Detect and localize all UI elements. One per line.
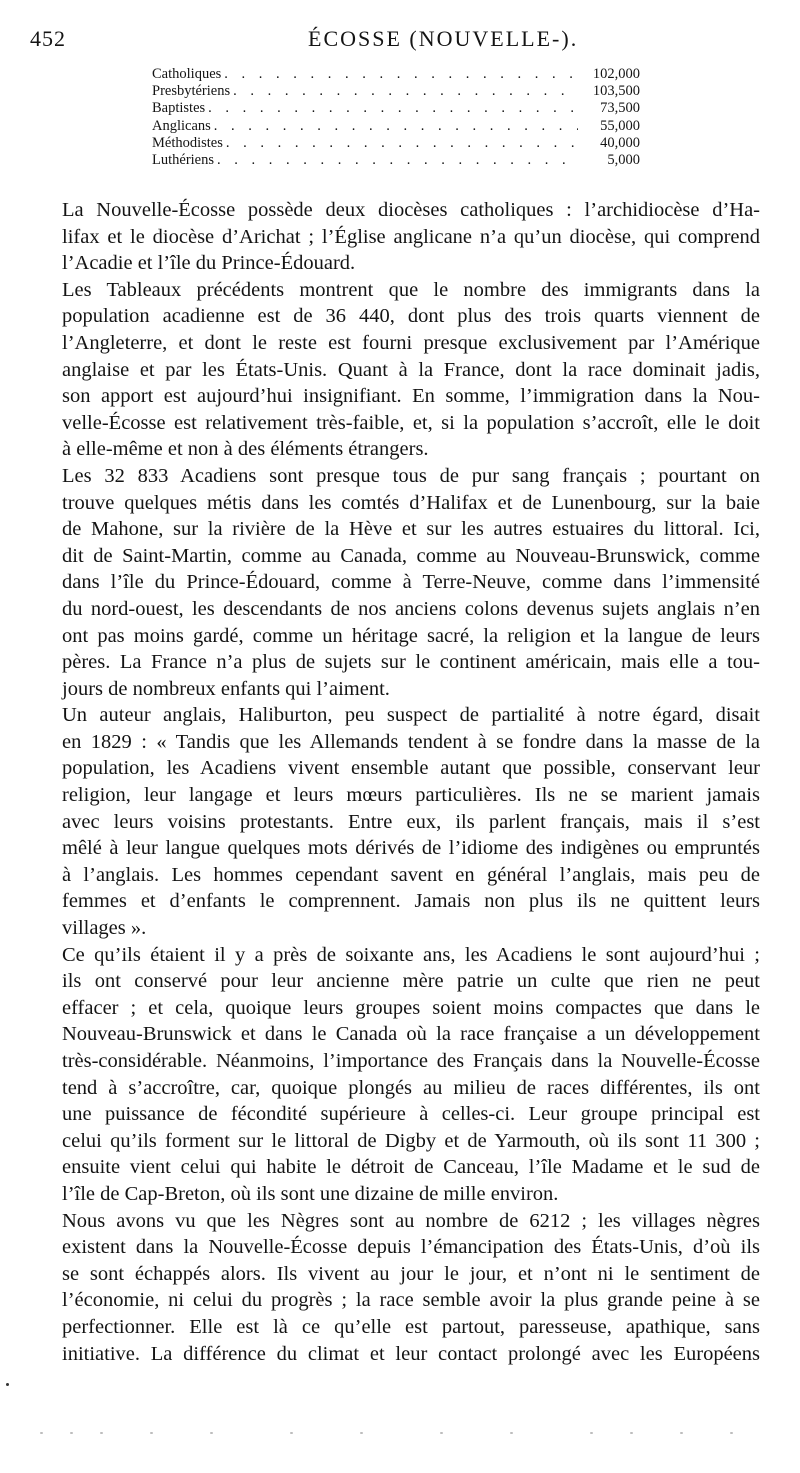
running-title: ÉCOSSE (NOUVELLE-). (308, 26, 579, 51)
denomination-name: Catholiques (152, 66, 222, 82)
speck (360, 1432, 363, 1434)
dot-leader (214, 118, 578, 135)
denomination-count: 103,500 (592, 83, 640, 100)
text-line: initiative. La différence du climat et leur contact prolongé avec les Européens (62, 1342, 760, 1365)
paragraph (62, 463, 760, 702)
table-row (152, 100, 640, 117)
text-line: villages ». (62, 917, 147, 940)
text-line: dans l’île du Prince-Édouard, comme à Terre-Neuve, comme dans l’immensité (62, 571, 760, 594)
text-line: l’Acadie et l’île du Prince-Édouard. (62, 252, 356, 275)
bleed-through-marks (30, 1432, 770, 1442)
text-line: mêlé à leur langue quelques mots dérivés de l’idiome des indigènes ou empruntés (62, 837, 760, 860)
dot-leader (233, 83, 578, 100)
text-line: religion, leur langage et leurs mœurs particulières. Ils ne se marient jamais (62, 784, 760, 807)
text-line: celui qu’ils forment sur le littoral de Digby et de Yarmouth, où ils sont 11 300 ; (62, 1129, 760, 1152)
text-line: anglaise et par les États-Unis. Quant à la France, dont la race dominait jadis, (62, 358, 760, 381)
paragraph (62, 197, 760, 277)
text-line: Ce qu’ils étaient il y a près de soixante ans, les Acadiens le sont aujourd’hui ; (62, 943, 760, 966)
margin-mark (6, 1383, 9, 1386)
text-line: trouve quelques métis dans les comtés d’Halifax et de Lunenbourg, sur la baie (62, 491, 760, 514)
text-line: velle-Écosse est relativement très-faible, et, si la population s’accroît, elle le doit (62, 411, 760, 434)
text-line: l’île de Cap-Breton, où ils sont une dizaine de mille environ. (62, 1182, 559, 1205)
text-line: ont pas moins gardé, comme un héritage sacré, la religion et la langue de leurs (62, 624, 760, 647)
denomination-count: 40,000 (600, 134, 640, 151)
speck (290, 1432, 293, 1434)
text-line: pères. La France n’a plus de sujets sur le continent américain, mais elle a tou- (62, 651, 760, 674)
speck (70, 1432, 73, 1434)
table-row (152, 152, 640, 169)
speck (630, 1432, 633, 1434)
dot-leader (208, 100, 578, 117)
speck (510, 1432, 513, 1434)
paragraph (62, 277, 760, 463)
dot-leader (224, 66, 578, 83)
page-header (30, 26, 760, 56)
denomination-count: 55,000 (600, 117, 640, 134)
text-line: à l’anglais. Les hommes cependant savent en général l’anglais, mais peu de (62, 863, 760, 886)
table-row (152, 118, 640, 135)
denomination-name: Luthériens (152, 151, 215, 168)
speck (680, 1432, 683, 1434)
text-line: perfectionner. Elle est là ce qu’elle est partout, paresseuse, apathique, sans (62, 1315, 760, 1338)
text-line: Nous avons vu que les Nègres sont au nombre de 6212 ; les villages nègres (62, 1209, 760, 1232)
text-line: lifax et le diocèse d’Arichat ; l’Église anglicane n’a qu’un diocèse, qui comprend (62, 225, 760, 248)
speck (440, 1432, 443, 1434)
text-line: Un auteur anglais, Haliburton, peu suspect de partialité à notre égard, disait (62, 704, 760, 727)
text-line: population, les Acadiens vivent ensemble autant que possible, conservant leur (62, 757, 760, 780)
denomination-name: Presbytériens (152, 83, 231, 100)
denomination-count: 73,500 (600, 100, 640, 117)
dot-leader (217, 152, 578, 169)
text-line: tend à s’accroître, car, quoique plongés au milieu de races différentes, ils ont (62, 1076, 760, 1099)
text-line: très-considérable. Néanmoins, l’importance des Français dans la Nouvelle-Écosse (62, 1050, 760, 1072)
table-row (152, 135, 640, 152)
text-line: jours de nombreux enfants qui l’aiment. (62, 677, 390, 700)
text-line: dit de Saint-Martin, comme au Canada, comme au Nouveau-Brunswick, comme (62, 544, 760, 567)
text-line: se sont échappés alors. Ils vivent au jour le jour, et n’ont ni le sentiment de (62, 1262, 760, 1285)
body-text (62, 197, 760, 1367)
text-line: population acadienne est de 36 440, dont plus des trois quarts viennent de (62, 305, 760, 328)
text-line: ensuite vient celui qui habite le détroit de Canceau, l’île Madame et le sud de (62, 1156, 760, 1179)
text-line: La Nouvelle-Écosse possède deux diocèses catholiques : l’archidiocèse d’Ha- (62, 199, 760, 221)
table-row (152, 83, 640, 100)
speck (100, 1432, 103, 1434)
denomination-name: Baptistes (152, 100, 206, 117)
text-line: de Mahone, sur la rivière de la Hève et sur les autres estuaires du littoral. Ici, (62, 518, 760, 541)
denomination-name: Anglicans (152, 117, 211, 134)
text-line: l’Angleterre, et dont le reste est fourni presque exclusivement par l’Amérique (62, 331, 760, 354)
denomination-name: Méthodistes (152, 134, 223, 151)
paragraph (62, 1208, 760, 1368)
speck (40, 1432, 43, 1434)
speck (210, 1432, 213, 1434)
denomination-table (152, 66, 640, 169)
dot-leader (226, 135, 578, 152)
speck (150, 1432, 153, 1434)
text-line: femmes et d’enfants le comprennent. Jamais non plus ils ne quittent leurs (62, 890, 760, 913)
paragraph (62, 942, 760, 1208)
text-line: à elle-même et non à des éléments étrangers. (62, 438, 429, 461)
denomination-count: 5,000 (607, 151, 640, 168)
text-line: existent dans la Nouvelle-Écosse depuis l’émancipation des États-Unis, d’où ils (62, 1236, 760, 1259)
text-line: en 1829 : « Tandis que les Allemands tendent à se fondre dans la masse de la (62, 730, 760, 753)
table-row (152, 66, 640, 83)
text-line: Les 32 833 Acadiens sont presque tous de pur sang français ; pourtant on (62, 464, 760, 487)
speck (730, 1432, 733, 1434)
text-line: effacer ; et cela, quoique leurs groupes soient moins compactes que dans le (62, 996, 760, 1019)
text-line: son apport est aujourd’hui insignifiant. En somme, l’immigration dans la Nou- (62, 385, 760, 408)
text-line: ils ont conservé pour leur ancienne mère patrie un culte que rien ne peut (62, 970, 760, 993)
speck (590, 1432, 593, 1434)
page-number: 452 (30, 26, 66, 51)
text-line: Les Tableaux précédents montrent que le nombre des immigrants dans la (62, 278, 760, 301)
text-line: avec leurs voisins protestants. Entre eux, ils parlent français, mais il s’est (62, 810, 760, 833)
text-line: Nouveau-Brunswick et dans le Canada où la race française a un développement (62, 1023, 760, 1046)
paragraph (62, 702, 760, 941)
denomination-count: 102,000 (592, 66, 640, 82)
text-line: l’économie, ni celui du progrès ; la race semble avoir la plus grande peine à se (62, 1289, 760, 1312)
text-line: du nord-ouest, les descendants de nos anciens colons devenus sujets anglais n’en (62, 597, 760, 620)
text-line: une puissance de fécondité supérieure à celles-ci. Leur groupe principal est (62, 1103, 760, 1126)
